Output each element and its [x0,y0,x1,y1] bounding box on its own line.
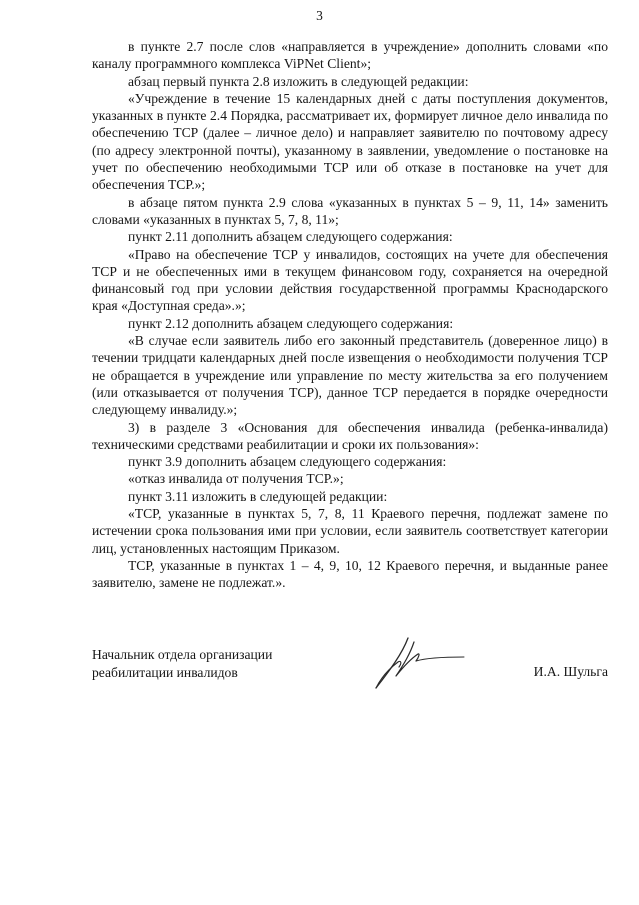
signature-stroke [416,657,464,661]
paragraph: ТСР, указанные в пунктах 1 – 4, 9, 10, 12 Краевого перечня, и выданные ранее заявителю, замене не подлежат.». [92,557,608,591]
paragraph: пункт 3.9 дополнить абзацем следующего содержания: [128,454,447,470]
paragraph: абзац первый пункта 2.8 изложить в следующей редакции: [128,73,469,89]
paragraph: пункт 3.11 изложить в следующей редакции: [128,488,388,504]
paragraph: 3) в разделе 3 «Основания для обеспечения инвалида (ребенка-инвалида) техническими средствами реабилитации и сроки их пользования»: [92,419,608,452]
paragraph: «отказ инвалида от получения ТСР.»; [128,471,344,487]
signer-title-line: реабилитации инвалидов [92,664,238,680]
paragraph: «ТСР, указанные в пунктах 5, 7, 8, 11 Краевого перечня, подлежат замене по истечении срока пользования ими при условии, если заявитель соответствует категории лиц, установленных настоящим Приказом. [92,506,608,556]
paragraph: пункт 2.11 дополнить абзацем следующего содержания: [128,229,453,245]
paragraph: в пункте 2.7 после слов «направляется в учреждение» дополнить словами «по каналу программного комплекса ViPNet Client»; [92,39,608,72]
signer-name: И.А. Шульга [533,664,608,679]
signature-stroke [396,642,419,676]
paragraph: «Учреждение в течение 15 календарных дней с даты поступления документов, указанных в пункте 2.4 Порядка, рассматривает их, формирует личное дело инвалида по обеспечению ТСР (далее – личное дело) и направляет заявителю по почтовому адресу (по адресу электронной почты), указанному в заявлении, уведомление о постановке на учет по обеспечению необходимыми ТСР или об отказе в постановке на учет для обеспечения ТСР.»; [92,90,608,193]
paragraph: пункт 2.12 дополнить абзацем следующего содержания: [128,315,454,331]
document-body [92,38,608,592]
paragraph: «Право на обеспечение ТСР у инвалидов, состоящих на учете для обеспечения ТСР и не обеспеченных ими в текущем финансовом году, сохраняется на очередной финансовый год при условии действия государственной программы Краснодарского края «Доступная среда».»; [92,246,608,314]
page-number: 3 [316,8,323,23]
paragraph: «В случае если заявитель либо его законный представитель (доверенное лицо) в течении тридцати календарных дней после извещения о необходимости получения ТСР не обращается в учреждение или управление по месту жительства за его получением (или отказывается от получения ТСР), данное ТСР передается в порядке очередности следующему инвалиду.»; [92,333,608,418]
paragraph: в абзаце пятом пункта 2.9 слова «указанных в пунктах 5 – 9, 11, 14» заменить словами «указанных в пунктах 5, 7, 8, 11»; [92,194,608,227]
handwritten-signature [368,632,468,694]
signer-title-line: Начальник отдела организации [92,647,273,662]
signature-block [92,646,608,716]
signer-title [92,646,272,681]
